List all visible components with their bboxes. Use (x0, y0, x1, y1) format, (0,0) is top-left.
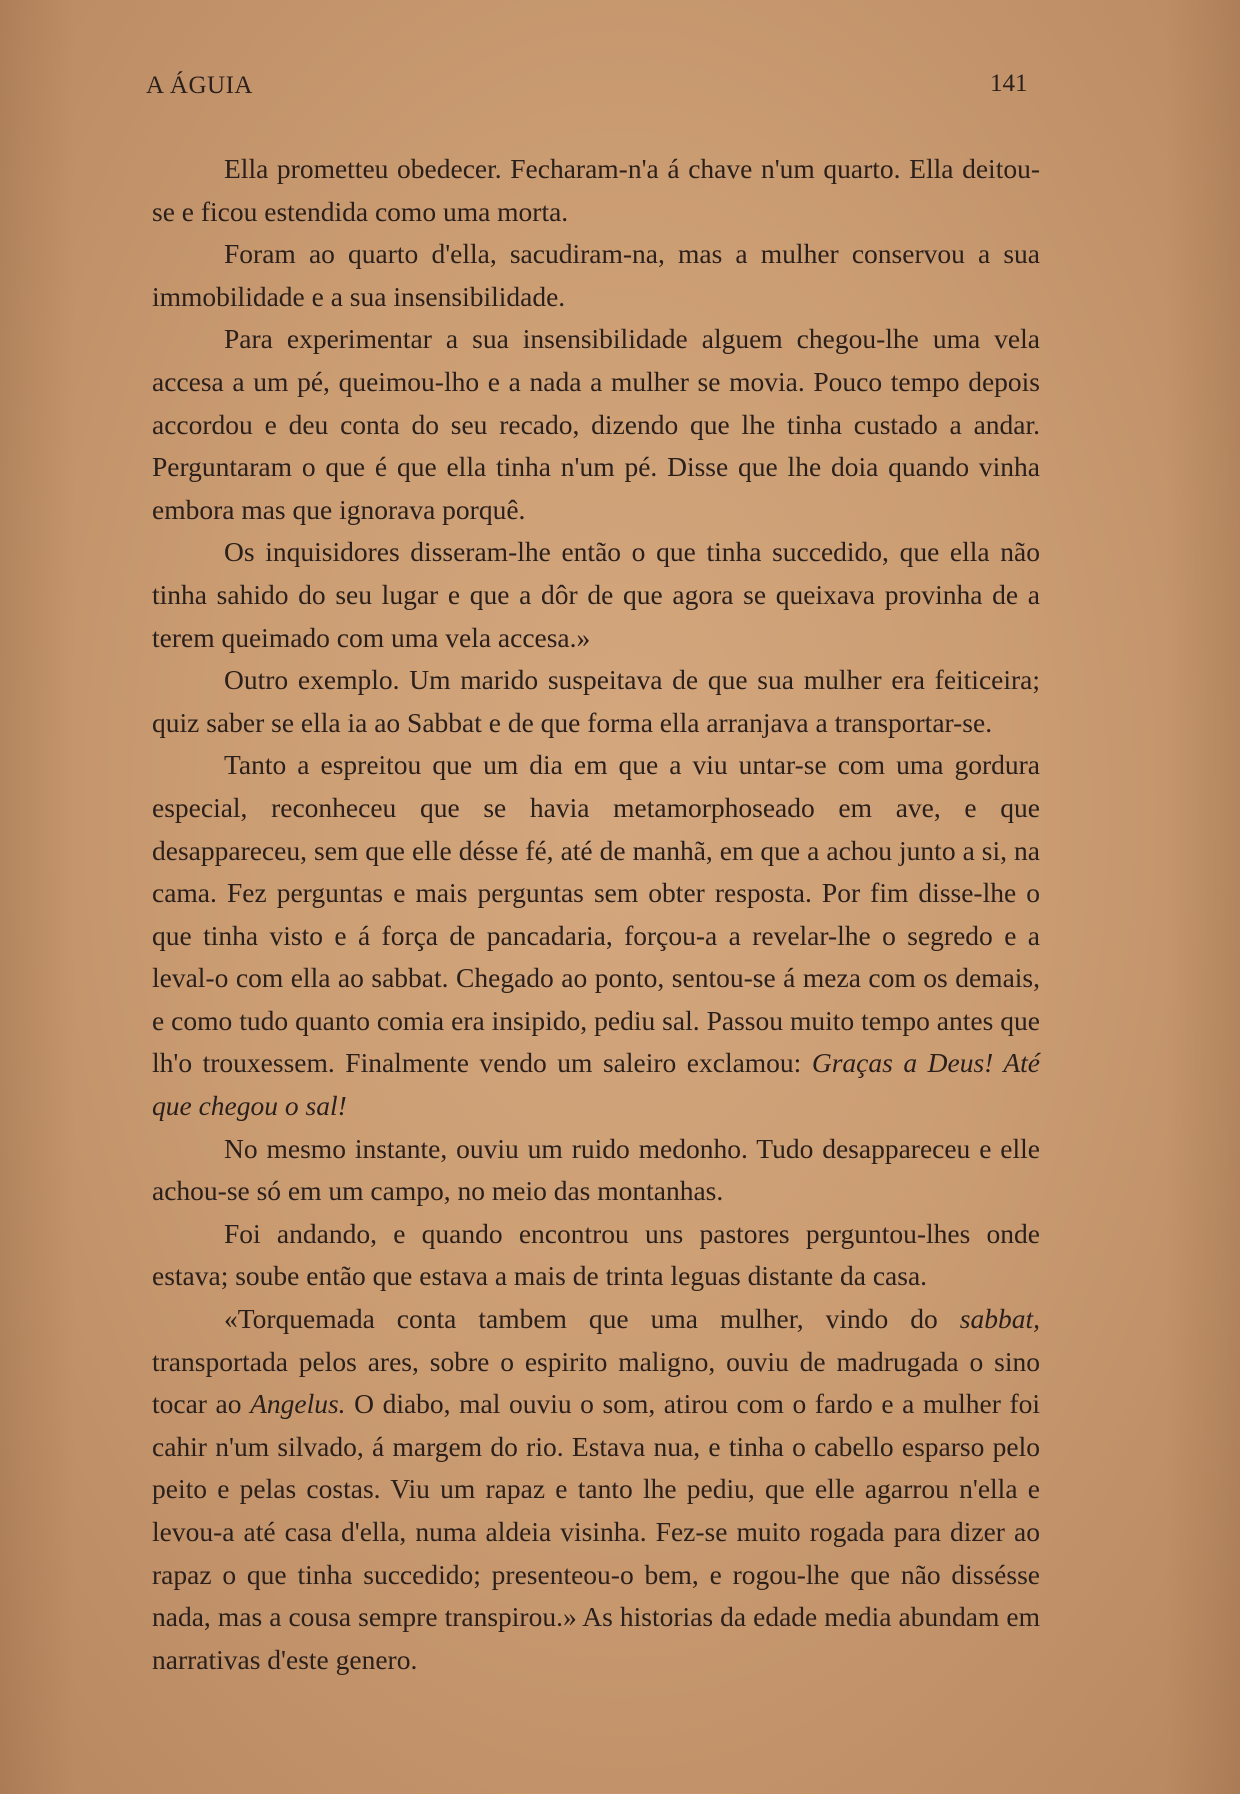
paragraph (152, 318, 1040, 531)
paragraph-text: Outro exemplo. Um marido suspeitava de que sua mulher era feiticeira; quiz saber se ella ia ao Sabbat e de que forma ella arranjava a transportar-se. (152, 664, 1040, 738)
paragraph (152, 659, 1040, 744)
running-title: A ÁGUIA (146, 72, 253, 99)
paragraph-text: Foi andando, e quando encontrou uns pastores perguntou-lhes onde estava; soube então que estava a mais de trinta leguas distante da casa. (152, 1217, 1040, 1292)
italic-exclamation: Graças a Deus! Até que chegou o sal! (152, 1047, 1040, 1122)
paragraph (152, 1128, 1040, 1213)
paragraph (152, 1213, 1040, 1298)
italic-term: sabbat, (959, 1303, 1040, 1335)
paragraph-text: No mesmo instante, ouviu um ruido medonho. Tudo desappareceu e elle achou-se só em um campo, no meio das montanhas. (152, 1132, 1040, 1207)
paragraph (152, 233, 1040, 318)
paragraph (152, 531, 1040, 659)
page-number: 141 (990, 70, 1028, 97)
body-text (152, 148, 1040, 1681)
paragraph (152, 148, 1040, 233)
italic-term: Angelus. (250, 1388, 346, 1420)
paragraph-text: Foram ao quarto d'ella, sacudiram-na, mas a mulher conservou a sua immobilidade e a sua insensibilidade. (152, 238, 1040, 312)
paragraph-text: transportada pelos ares, sobre o espirito maligno, ouviu de madrugada o sino tocar ao (152, 1345, 1040, 1420)
paragraph-text: «Torquemada conta tambem que uma mulher, vindo do (224, 1303, 960, 1335)
paragraph-text: O diabo, mal ouviu o som, atirou com o fardo e a mulher foi cahir n'um silvado, á margem do rio. Estava nua, e tinha o cabello esparso pelo peito e pelas costas. Viu um rapaz e tanto lhe pediu, que elle agarrou n'ella e levou-a até casa d'ella, numa aldeia visinha. Fez-se muito rogada para dizer ao rapaz o que tinha succedido; presenteou-o bem, e rogou-lhe que não dissésse nada, mas a cousa sempre transpirou.» As historias da edade media abundam em narrativas d'este genero. (152, 1388, 1040, 1675)
paragraph-text: Para experimentar a sua insensibilidade alguem chegou-lhe uma vela accesa a um pé, queimou-lho e a nada a mulher se movia. Pouco tempo depois accordou e deu conta do seu recado, dizendo que lhe tinha custado a andar. Perguntaram o que é que ella tinha n'um pé. Disse que lhe doia quando vinha embora mas que ignorava porquê. (152, 323, 1040, 525)
paragraph-text: Ella prometteu obedecer. Fecharam-n'a á chave n'um quarto. Ella deitou-se e ficou estendida como uma morta. (152, 153, 1040, 227)
paragraph (152, 744, 1040, 1127)
paragraph-text: Tanto a espreitou que um dia em que a viu untar-se com uma gordura especial, reconheceu que se havia metamorphoseado em ave, e que desappareceu, sem que elle désse fé, até de manhã, em que a achou junto a si, na cama. Fez perguntas e mais perguntas sem obter resposta. Por fim disse-lhe o que tinha visto e á força de pancadaria, forçou-a a revelar-lhe o segredo e a leval-o com ella ao sabbat. Chegado ao ponto, sentou-se á meza com os demais, e como tudo quanto comia era insipido, pediu sal. Passou muito tempo antes que lh'o trouxessem. Finalmente vendo um saleiro exclamou: (152, 749, 1040, 1079)
paragraph-text: Os inquisidores disseram-lhe então o que tinha succedido, que ella não tinha sahido do seu lugar e que a dôr de que agora se queixava provinha de a terem queimado com uma vela accesa.» (152, 536, 1040, 653)
paragraph (152, 1298, 1040, 1681)
